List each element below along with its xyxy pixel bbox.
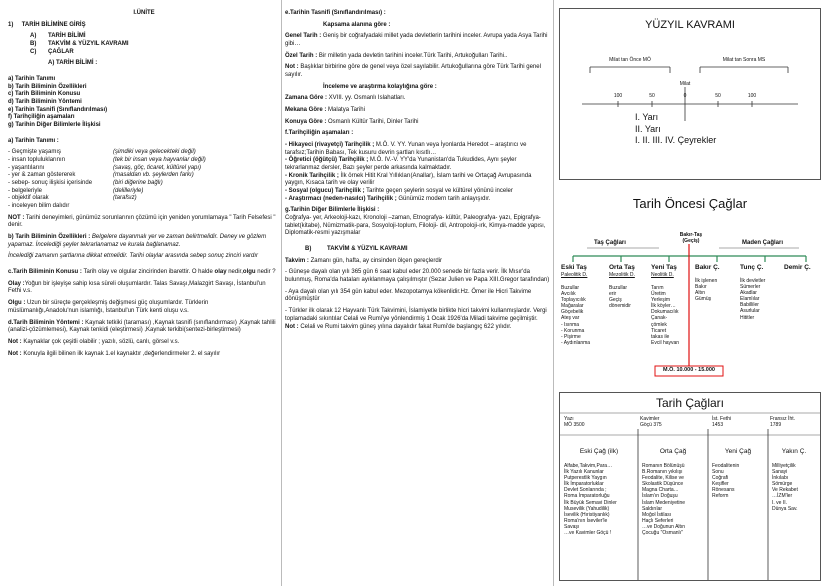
column-left	[8, 10, 280, 358]
century-list-item: II. Yarı	[635, 123, 661, 134]
stage-item: - Sosyal (olgucu) Tarihçilik ; Tarihte geçen şeylerin sosyal ve kültürel yönünü inceler	[285, 188, 513, 195]
tick-label: 50	[649, 93, 655, 99]
era-items: Milliyetçilik Sanayi İnkılabı Sömürge Ve Rekabet …İZM'ler I. ve II. Dünya Sav.	[772, 463, 798, 512]
stone-ages-label: Taş Çağları	[594, 240, 626, 246]
definition-heading: a) Tarihin Tanımı :	[8, 137, 59, 144]
history-panel	[559, 392, 821, 581]
by-subject: Konuya Göre : Osmanlı Kültür Tarihi, Dinler Tarihi	[285, 118, 419, 125]
era-sub: Mezolitik D.	[609, 272, 635, 278]
relations-text: Coğrafya- yer, Arkeoloji-kazı, Kronoloji –zaman, Etnografya- kültür, Paleografya- yazı, Epigrafya-tablet(kitabe), Nümizmatik-para, Sosyoloji-toplum, Filoloji- dil, Antropoloji-ırk, Kimya-madde yapısı, Diplomatik-resmi yazışmalar	[285, 215, 546, 237]
olay-definition: Olay :Yoğun bir işleyişe sahip kısa süreli oluşumlardır. Talas Savaşı,Malazgirt Savaşı, İstanbul'un Fethi v.s.	[8, 280, 266, 295]
tick-label: 50	[715, 93, 721, 99]
toc-item: B) TAKVİM & YÜZYIL KAVRAMI	[30, 41, 129, 48]
toc-list	[8, 33, 280, 56]
method-paragraph: d.Tarih Biliminin Yöntemi : Kaynak tetkiki (taraması) ,Kaynak tasnifi (sınıflandırması) ,Kaynak tahlili (analizi-çözümlemesi), Kaynak tenkidi (eleştirmesi) ,Kaynak terkibi(sentezi-birleştirmesi)	[8, 319, 276, 334]
scope-heading: Kapsama alanına göre :	[323, 21, 391, 28]
definition-row: - belgeleriyle (delilleriyle)	[8, 187, 144, 194]
column-middle	[285, 10, 552, 331]
prehistory-title: Tarih Öncesi Çağlar	[632, 196, 748, 211]
note-philosophy: NOT : Tarihi deneyimleri, günümüz sorunlarının çözümü için yeniden yorumlamaya " Tarih Felsefesi " denir.	[8, 214, 276, 229]
era-name: Yeni Taş	[651, 264, 677, 271]
era-items: Feodalitenin Sonu Coğrafi Keşifler Rönesans Reform	[712, 463, 740, 500]
classification-heading: e.Tarihin Tasnifi (Sınıflandırılması) :	[285, 10, 386, 16]
general-history: Genel Tarih : Geniş bir coğrafyadaki millet yada devletlerin tarihini inceler. Avrupa yada Asya Tarihi gibi…	[285, 33, 548, 48]
definition-row: - yaşantılarını (savaş, göç, ticaret, kültürel yapı)	[8, 164, 202, 171]
definition-row: - inceleyen bilim dalıdır	[8, 203, 70, 210]
milestone: Fransız İht. 1789	[770, 416, 796, 428]
history-title: Tarih Çağları	[655, 396, 725, 410]
transition-label: Bakır-Taş (Geçiş)	[679, 232, 703, 244]
unit-title: I.ÜNİTE	[133, 10, 155, 16]
column-divider	[281, 0, 282, 586]
calendar-definition: Takvim : Zamanı gün, hafta, ay cinsinden ölçen gereçlerdir	[285, 257, 442, 264]
era-items: Buzullar Avcılık Toplayıcılık Mağaralar Göçebelik Ateş var - Isınma - Korunma - Pişirme - Aydınlanma	[561, 285, 591, 346]
toc-item: C) ÇAĞLAR	[30, 48, 74, 55]
section-number: 1)	[8, 21, 14, 28]
century-list-item: I. Yarı	[635, 112, 659, 122]
topic-item: d) Tarih Biliminin Yöntemi	[8, 99, 82, 106]
era-items: İlk işlenen Bakır Altın Gümüş	[695, 278, 718, 303]
era-name: Eski Taş	[561, 264, 587, 271]
solar-calendar: - Güneşe dayalı olan yılı 365 gün 6 saat kabul eder 20.000 senede bir fazla verir. İlk Mısır'da bulunmuş, Roma'da hataları ayıklanmaya çalışılmıştır (Sezar Julien ve Papa XIII.Gregor tarafından)	[285, 269, 550, 284]
topic-item: f) Tarihçiliğin aşamaları	[8, 114, 75, 121]
stage-item: - Araştırmacı (neden-nasılcı) Tarihçilik ; Günümüz modern tarih anlayışıdır.	[285, 195, 491, 202]
era-name: Bakır Ç.	[695, 264, 720, 271]
century-list	[635, 112, 716, 147]
metal-ages-label: Maden Çağları	[742, 240, 784, 246]
definition-row: - sebep- sonuç ilişkisi içerisinde (biri diğerine bağlı)	[8, 180, 163, 187]
column-divider	[553, 0, 554, 586]
stage-item: - Kronik Tarihçilik ; İlk örnek Hitit Kral Yıllıkları(Anallar), İslam tarihi ve Ortaçağ Avrupasında yaygın, Kısaca tarih ve olay verilir	[285, 172, 532, 187]
date-range: M.Ö. 10.000 - 15.000	[663, 367, 715, 373]
era-sub: Paleolitik D.	[561, 272, 588, 278]
toc-item: A) TARİH BİLİMİ	[30, 33, 86, 40]
century-list-item: I. II. III. IV. Çeyrekler	[635, 135, 717, 146]
classification-note: Not : Başlıklar birbirine göre de genel veya özel sayılabilir. Artukoğullarına göre Türk Tarihi genel sayılır.	[285, 64, 541, 79]
era-name: Tunç Ç.	[740, 264, 764, 271]
milestone: İst. Fethi 1453	[712, 416, 732, 428]
era-title: Yeni Çağ	[724, 448, 752, 455]
era-items: Alfabe,Takvim,Para… İlk Yazılı Kanunlar Putperestlik Yaygın İlk İmparatorluklar Devlet Sonlarında ; Roma İmparatorluğu İlk Büyük Semavi Dinler Musevilik (Yahudilik) İsevilik (Hıristiyanlık) Roma'nın İseviler'le Savaşı …ve Kavimler Göçü !	[564, 463, 617, 537]
era-name: Demir Ç.	[784, 264, 811, 271]
topic-item: a) Tarihin Tanımı	[8, 76, 56, 83]
calendar-note: Not : Celali ve Rumi takvim güneş yılına dayalıdır fakat Rumi'de başlangıç 622 yılıdır.	[285, 323, 512, 330]
ease-heading: İnceleme ve araştırma kolaylığına göre :	[323, 83, 437, 90]
features-note: İncelediği zamanın şartlarına dikkat etmelidir. Tarihi olaylar arasında sebep sonuç zinciri vardır	[8, 253, 259, 260]
topic-item: e) Tarihin Tasnifi (Sınıflandırılması)	[8, 106, 108, 113]
features-paragraph: b) Tarih Biliminin Özellikleri : Belgelere dayanmalı yer ve zaman belirtmelidir. Deney ve gözlem yapamaz. İncelediği şeyler tekrarlanamaz ve kurala bağlanamaz.	[8, 234, 267, 248]
stages-heading: f.Tarihçiliğin aşamaları :	[285, 130, 354, 137]
tick-label: 0	[683, 93, 687, 99]
prehistory-lines	[559, 196, 821, 384]
topic-item: g) Tarihin Diğer Bilimlerle İlişkisi	[8, 122, 101, 129]
topic-list	[8, 76, 280, 130]
olgu-definition: Olgu : Uzun bir süreçte gerçekleşmiş değişmesi güç oluşumlardır. Türklerin müslümanlığı,Anadolu'nun islamlığı, İstanbul'un Türk kenti oluşu v.s.	[8, 300, 209, 314]
era-items: Buzullar erir Geçiş dönemidir	[609, 285, 631, 310]
era-sub: Neolitik D.	[651, 272, 674, 278]
bc-label: Milat tan Önce MÖ	[609, 57, 651, 63]
by-time: Zamana Göre : XVIII. yy. Osmanlı Islahatları.	[285, 95, 406, 102]
century-panel	[559, 8, 821, 180]
era-name: Orta Taş	[609, 264, 635, 271]
era-title: Yakın Ç.	[781, 448, 807, 455]
subsection-heading: A) TARİH BİLİMİ :	[48, 60, 98, 67]
era-items: İlk devletler Sümerler Akadlar Elamlılar Babilliler Asurlular Hititler	[740, 278, 766, 321]
definition-row: - objektif olarak (tarafsız)	[8, 195, 137, 202]
era-title: Eski Çağ (ilk)	[579, 448, 619, 455]
definition-row: - insan topluluklarının (tek bir insan veya hayvanlar değil)	[8, 157, 206, 164]
definition-row: - yer & zaman göstererek (masaldan vb. şeylerden farkı)	[8, 172, 194, 179]
stage-item: - Hikayeci (rivayetçi) Tarihçilik ; M.Ö. V. YY. Yunan veya İyonlarda Heredot – araştırıcı ve tarafsız;Tarihin Babası, Tek kusuru devrin şartları kısıtlı…	[285, 142, 527, 156]
special-history: Özel Tarih : Bir milletin yada devletin tarihini inceler.Türk Tarihi, Artukoğulları Tarihi..	[285, 52, 508, 59]
by-place: Mekana Göre : Malatya Tarihi	[285, 107, 365, 114]
tick-label: 100	[747, 93, 757, 99]
note-first-source: Not : Konuyla ilgili bilinen ilk kaynak 1.el kaynaktır ,değerlendirmeler 2. el sayılır	[8, 350, 221, 357]
turkish-calendars: - Türkler ilk olarak 12 Hayvanlı Türk Takvimini, İslamiyetle birlikte hicri takvimi kullanmışlardır. Vergi toplamadaki sıkıntılar Celali ve Rumi'ye yönlendirmiş 1 Ocak 1926'da Miladi takvime geçilmiştir.	[285, 308, 547, 322]
definition-row: - Geçmişte yaşamış (şimdiki veya gelecekteki değil)	[8, 149, 196, 156]
lunar-calendar: - Aya dayalı olan yılı 354 gün kabul eder. Mezopotamya kökenlidir.Hz. Ömer ile Hicri Takvime dönüşmüştür	[285, 288, 532, 303]
ad-label: Milat tan Sonra MS	[722, 57, 766, 63]
milestone: Yazı MÖ 3500	[564, 416, 585, 428]
note-sources: Not : Kaynaklar çok çeşitli olabilir ; yazılı, sözlü, canlı, görsel v.s.	[8, 338, 180, 345]
relations-heading: g.Tarihin Diğer Bilimlerle İlişkisi :	[285, 207, 380, 214]
stage-item: - Öğretici (öğütçü) Tarihçilik ; M.Ö. IV.-V. YY'da Yunanistan'da Tukudides, Aynı şeyler tekrarlanmaz dersler, Bazı şeyler perde arkasında kalmaktadır.	[285, 157, 517, 172]
century-title: YÜZYIL KAVRAMI	[645, 19, 735, 31]
section-heading	[8, 22, 280, 30]
section-title: TARİH BİLİMİNE GİRİŞ	[21, 21, 86, 28]
subject-paragraph: c.Tarih Biliminin Konusu : Tarih olay ve olgular zincirinden ibarettir. O halde olay nedir,olgu nedir ?	[8, 269, 276, 276]
milestone: Kavimler Göçü 375	[640, 416, 662, 428]
topic-item: c) Tarih Biliminin Konusu	[8, 91, 81, 98]
topic-item: b) Tarih Biliminin Özellikleri	[8, 83, 87, 90]
calendar-heading: B) TAKVİM & YÜZYIL KAVRAMI	[305, 246, 408, 253]
era-items: Romanın Bölünüşü B.Romanın yıkılışı Feodalite, Kilise ve Skolastik Düşünce Magna Charta… İslam'ın Doğuşu İslam Medeniyetine Saldırılar Moğol İstilası Haçlı Seferleri …ve Doğunun Altın Çocuğu "Osmanlı"	[642, 463, 686, 537]
milat-label: Milat	[679, 81, 691, 87]
prehistory-diagram	[559, 196, 821, 384]
tick-label: 100	[613, 93, 623, 99]
era-title: Orta Çağ	[659, 448, 687, 455]
era-items: Tarım Üretim Yerleşim İlk köyler… Dokumacılık Çanak- çömlek Ticaret takas ile Evcil hayvan	[651, 285, 680, 346]
definition-list	[8, 149, 280, 210]
